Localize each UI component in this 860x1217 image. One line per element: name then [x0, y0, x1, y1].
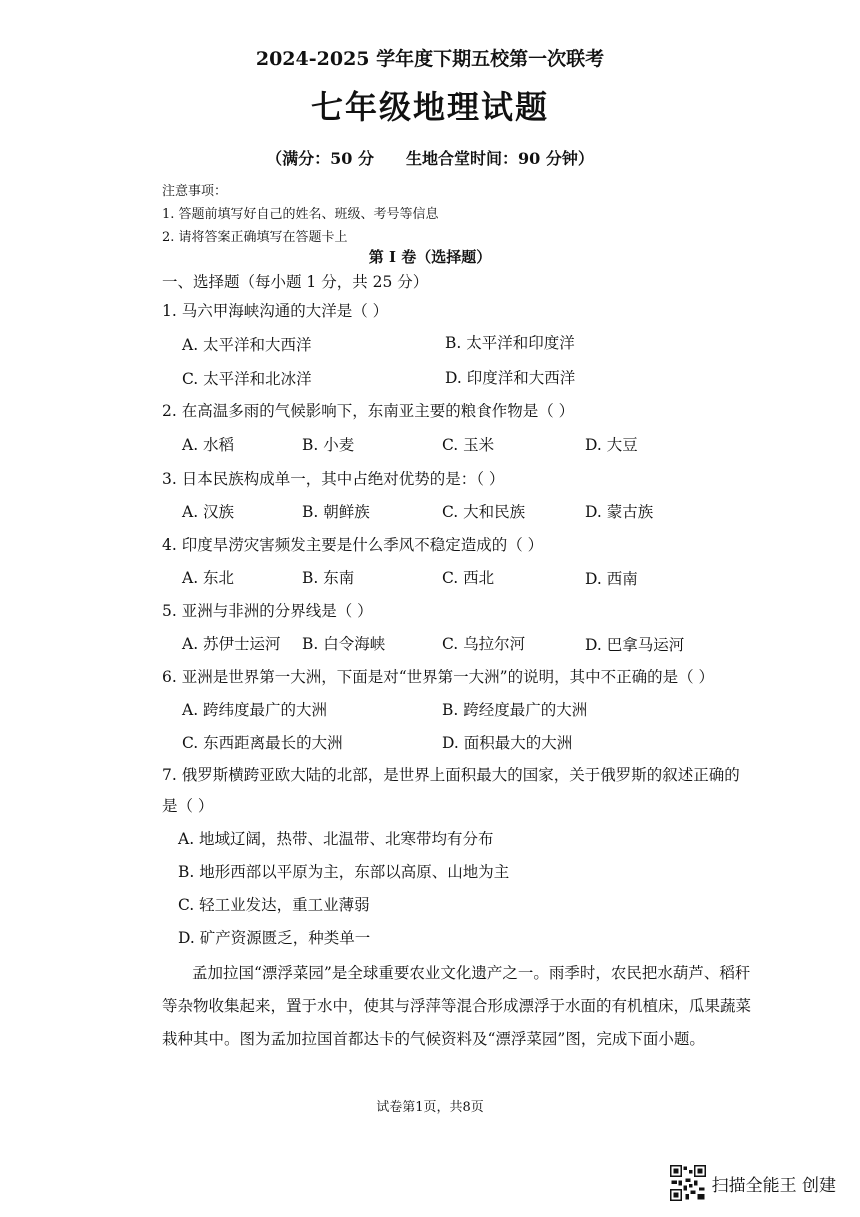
- question-stem: 4. 印度旱涝灾害频发主要是什么季风不稳定造成的（ ）: [162, 536, 544, 554]
- question-option: B. 朝鲜族: [302, 503, 370, 521]
- question-option: C. 乌拉尔河: [442, 635, 526, 653]
- question-option: A. 苏伊士运河: [182, 635, 281, 653]
- part-title: 一、选择题（每小题 1 分，共 25 分）: [162, 273, 429, 291]
- question-option: B. 太平洋和印度洋: [445, 334, 575, 352]
- question-option: B. 小麦: [302, 436, 355, 454]
- question-stem: 2. 在高温多雨的气候影响下，东南亚主要的粮食作物是（ ）: [162, 402, 575, 420]
- question-option: C. 大和民族: [442, 503, 526, 521]
- question-option: D. 面积最大的大洲: [442, 734, 573, 752]
- question-stem-continued: 是（ ）: [162, 797, 214, 815]
- question-option: C. 玉米: [442, 436, 495, 454]
- subject-title: 七年级地理试题: [310, 88, 549, 126]
- question-option: A. 跨纬度最广的大洲: [182, 701, 328, 719]
- notes-heading: 注意事项：: [162, 184, 228, 199]
- question-option: D. 印度洋和大西洋: [445, 369, 576, 387]
- question-option: D. 矿产资源匮乏，种类单一: [178, 929, 371, 947]
- question-stem: 3. 日本民族构成单一，其中占绝对优势的是：（ ）: [162, 470, 505, 488]
- question-option: B. 东南: [302, 569, 355, 587]
- exam-info: （满分：50 分 生地合堂时间：90 分钟）: [266, 149, 594, 168]
- question-stem: 5. 亚洲与非洲的分界线是（ ）: [162, 602, 373, 620]
- page-footer: 试卷第1页，共8页: [376, 1100, 484, 1115]
- reading-passage-text: 孟加拉国“漂浮菜园”是全球重要农业文化遗产之一。雨季时，农民把水葫芦、稻秆等杂物收集起来，置于水中，使其与浮萍等混合形成漂浮于水面的有机植床，瓜果蔬菜栽种其中。图为孟加拉国首都达卡的气候资料及“漂浮菜园”图，完成下面小题。: [162, 964, 752, 1048]
- qr-code-icon: [670, 1165, 706, 1201]
- question-option: A. 地域辽阔，热带、北温带、北寒带均有分布: [178, 830, 494, 848]
- question-option: B. 白令海峡: [302, 635, 386, 653]
- note-item: 2. 请将答案正确填写在答题卡上: [162, 230, 348, 245]
- question-option: D. 巴拿马运河: [585, 636, 685, 654]
- question-option: C. 西北: [442, 569, 495, 587]
- question-option: A. 太平洋和大西洋: [182, 336, 312, 354]
- question-option: C. 东西距离最长的大洲: [182, 734, 343, 752]
- question-option: D. 蒙古族: [585, 503, 654, 521]
- question-option: A. 东北: [182, 569, 235, 587]
- reading-passage: [162, 957, 762, 1056]
- question-stem: 7. 俄罗斯横跨亚欧大陆的北部，是世界上面积最大的国家，关于俄罗斯的叙述正确的: [162, 766, 740, 784]
- scanner-watermark: [670, 1165, 836, 1201]
- note-item: 1. 答题前填写好自己的姓名、班级、考号等信息: [162, 207, 439, 222]
- watermark-text: 扫描全能王 创建: [711, 1175, 836, 1196]
- question-option: D. 西南: [585, 570, 638, 588]
- question-stem: 6. 亚洲是世界第一大洲，下面是对“世界第一大洲”的说明，其中不正确的是（ ）: [162, 668, 714, 686]
- question-option: C. 太平洋和北冰洋: [182, 370, 312, 388]
- question-option: A. 水稻: [182, 436, 235, 454]
- question-option: B. 跨经度最广的大洲: [442, 701, 588, 719]
- exam-title: 2024-2025 学年度下期五校第一次联考: [255, 48, 605, 70]
- question-stem: 1. 马六甲海峡沟通的大洋是（ ）: [162, 302, 389, 320]
- question-option: B. 地形西部以平原为主，东部以高原、山地为主: [178, 863, 510, 881]
- question-option: A. 汉族: [182, 503, 235, 521]
- question-option: D. 大豆: [585, 436, 638, 454]
- section-title: 第 I 卷（选择题）: [368, 248, 492, 266]
- question-option: C. 轻工业发达，重工业薄弱: [178, 896, 370, 914]
